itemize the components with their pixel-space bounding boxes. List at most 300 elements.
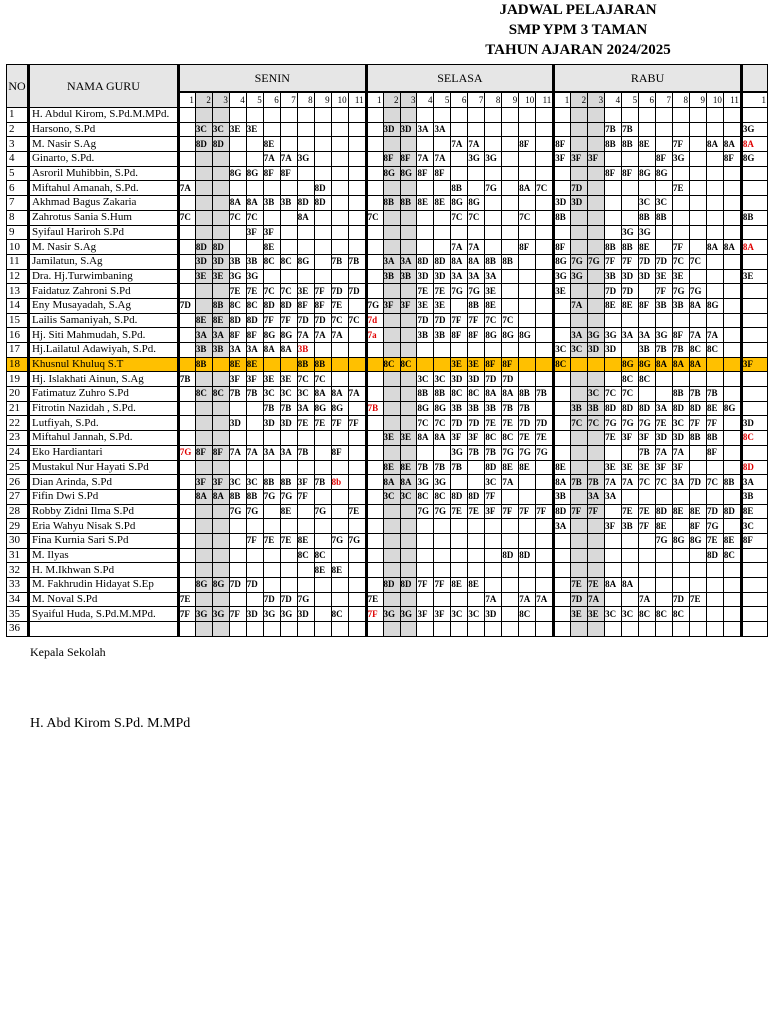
schedule-cell-selasa xyxy=(519,254,536,269)
schedule-cell-senin: 8B xyxy=(195,357,212,372)
schedule-cell-senin: 3E xyxy=(212,269,229,284)
schedule-cell-senin: 7D xyxy=(314,313,331,328)
schedule-cell-senin xyxy=(178,489,195,504)
schedule-cell-selasa xyxy=(434,445,451,460)
schedule-cell-senin xyxy=(297,166,314,181)
schedule-cell-senin: 8D xyxy=(229,313,246,328)
schedule-cell-senin: 7A xyxy=(246,445,263,460)
schedule-cell-selasa: 3C xyxy=(383,489,400,504)
row-number: 13 xyxy=(7,284,29,299)
schedule-cell-selasa xyxy=(383,548,400,563)
schedule-cell-rabu: 3E xyxy=(622,460,639,475)
schedule-cell-next xyxy=(741,108,767,123)
schedule-cell-senin xyxy=(331,548,348,563)
schedule-cell-senin: 8D xyxy=(246,313,263,328)
schedule-cell-selasa: 8G xyxy=(417,401,434,416)
schedule-cell-senin: 3D xyxy=(263,416,280,431)
schedule-cell-senin xyxy=(331,372,348,387)
schedule-cell-senin: 8E xyxy=(263,137,280,152)
schedule-cell-senin xyxy=(178,166,195,181)
schedule-cell-rabu xyxy=(689,122,706,137)
schedule-cell-senin: 7B xyxy=(297,445,314,460)
schedule-cell-selasa xyxy=(400,313,417,328)
schedule-cell-rabu: 8F xyxy=(656,152,673,167)
schedule-cell-rabu xyxy=(588,372,605,387)
schedule-cell-selasa xyxy=(366,240,383,255)
row-number: 34 xyxy=(7,592,29,607)
schedule-cell-next: 8E xyxy=(741,504,767,519)
period-header-senin-6: 6 xyxy=(263,92,280,108)
schedule-cell-rabu: 7D xyxy=(673,592,690,607)
schedule-cell-next: 3F xyxy=(741,357,767,372)
schedule-cell-selasa: 8F xyxy=(451,328,468,343)
schedule-cell-selasa: 3D xyxy=(451,372,468,387)
schedule-cell-next xyxy=(741,298,767,313)
schedule-cell-selasa xyxy=(502,269,519,284)
schedule-cell-senin: 8G xyxy=(280,328,297,343)
schedule-cell-senin xyxy=(280,137,297,152)
schedule-cell-selasa xyxy=(417,137,434,152)
schedule-cell-senin xyxy=(212,548,229,563)
schedule-cell-rabu xyxy=(554,166,571,181)
schedule-cell-senin xyxy=(314,137,331,152)
schedule-cell-rabu xyxy=(571,166,588,181)
schedule-cell-rabu xyxy=(689,563,706,578)
schedule-cell-selasa: 3C xyxy=(468,607,485,622)
schedule-cell-senin xyxy=(195,166,212,181)
schedule-cell-next xyxy=(741,196,767,211)
schedule-cell-senin xyxy=(195,519,212,534)
schedule-cell-senin: 3A xyxy=(212,328,229,343)
schedule-cell-rabu: 3D xyxy=(673,431,690,446)
row-number: 35 xyxy=(7,607,29,622)
schedule-cell-senin: 7F xyxy=(314,284,331,299)
schedule-cell-selasa: 8G xyxy=(383,166,400,181)
schedule-cell-selasa: 7D xyxy=(417,313,434,328)
schedule-cell-senin: 8F xyxy=(314,298,331,313)
schedule-cell-senin: 8F xyxy=(280,166,297,181)
schedule-cell-rabu xyxy=(605,372,622,387)
schedule-cell-senin: 3B xyxy=(246,254,263,269)
schedule-cell-senin: 7B xyxy=(246,387,263,402)
schedule-cell-rabu: 7E xyxy=(706,533,723,548)
schedule-cell-senin xyxy=(348,181,366,196)
period-header-senin-7: 7 xyxy=(280,92,297,108)
schedule-cell-senin: 7F xyxy=(280,313,297,328)
schedule-cell-selasa: 8F xyxy=(417,166,434,181)
schedule-cell-senin xyxy=(178,533,195,548)
schedule-cell-senin xyxy=(348,563,366,578)
schedule-cell-selasa xyxy=(536,328,554,343)
schedule-cell-rabu: 8E xyxy=(639,137,656,152)
schedule-cell-senin xyxy=(178,578,195,593)
schedule-cell-senin: 3C xyxy=(280,387,297,402)
schedule-cell-senin: 7F xyxy=(246,533,263,548)
teacher-name: Hj. Islakhati Ainun, S.Ag xyxy=(28,372,178,387)
schedule-cell-selasa: 8E xyxy=(434,196,451,211)
footer-signatory: H. Abd Kirom S.Pd. M.MPd xyxy=(30,716,191,731)
schedule-cell-selasa xyxy=(485,533,502,548)
schedule-cell-rabu: 8F xyxy=(554,240,571,255)
schedule-cell-rabu: 8F xyxy=(605,166,622,181)
schedule-cell-senin xyxy=(212,460,229,475)
schedule-cell-next: 8F xyxy=(741,533,767,548)
schedule-cell-rabu: 7C xyxy=(605,387,622,402)
schedule-cell-selasa xyxy=(536,578,554,593)
schedule-cell-senin xyxy=(178,269,195,284)
schedule-cell-selasa xyxy=(502,240,519,255)
schedule-cell-rabu: 3A xyxy=(554,519,571,534)
schedule-cell-rabu xyxy=(554,225,571,240)
schedule-cell-senin: 7E xyxy=(331,298,348,313)
schedule-cell-selasa: 8F xyxy=(519,240,536,255)
schedule-cell-senin xyxy=(178,137,195,152)
schedule-cell-selasa: 7G xyxy=(417,504,434,519)
schedule-cell-senin xyxy=(280,240,297,255)
schedule-cell-rabu: 3F xyxy=(554,152,571,167)
schedule-cell-selasa: 7A xyxy=(468,240,485,255)
schedule-cell-selasa xyxy=(417,519,434,534)
schedule-cell-rabu xyxy=(605,548,622,563)
schedule-cell-rabu: 8E xyxy=(605,298,622,313)
schedule-cell-senin xyxy=(263,622,280,637)
schedule-cell-rabu xyxy=(571,313,588,328)
schedule-cell-selasa: 3G xyxy=(485,152,502,167)
schedule-cell-selasa xyxy=(536,122,554,137)
schedule-cell-rabu: 3C xyxy=(656,196,673,211)
schedule-cell-selasa xyxy=(417,563,434,578)
schedule-cell-selasa xyxy=(400,622,417,637)
schedule-cell-selasa xyxy=(519,357,536,372)
schedule-cell-senin xyxy=(331,460,348,475)
schedule-cell-selasa: 3E xyxy=(468,357,485,372)
schedule-cell-next xyxy=(741,401,767,416)
schedule-cell-rabu: 3F xyxy=(639,431,656,446)
schedule-cell-rabu xyxy=(588,137,605,152)
schedule-cell-senin: 8D xyxy=(297,196,314,211)
schedule-cell-senin: 8D xyxy=(314,196,331,211)
row-number: 10 xyxy=(7,240,29,255)
schedule-cell-selasa xyxy=(434,210,451,225)
schedule-cell-senin: 8C xyxy=(331,607,348,622)
schedule-cell-rabu xyxy=(571,240,588,255)
schedule-cell-senin: 8D xyxy=(314,181,331,196)
schedule-cell-selasa xyxy=(536,460,554,475)
schedule-cell-senin xyxy=(263,181,280,196)
schedule-cell-senin xyxy=(195,533,212,548)
schedule-cell-selasa: 7B xyxy=(417,460,434,475)
schedule-cell-rabu xyxy=(571,108,588,123)
schedule-cell-senin xyxy=(314,122,331,137)
schedule-cell-selasa: 7E xyxy=(434,284,451,299)
teacher-row xyxy=(7,181,768,196)
teacher-name: Dian Arinda, S.Pd xyxy=(28,475,178,490)
schedule-cell-selasa: 7D xyxy=(519,416,536,431)
schedule-cell-selasa: 7B xyxy=(519,401,536,416)
row-number: 9 xyxy=(7,225,29,240)
schedule-cell-senin xyxy=(314,343,331,358)
schedule-cell-rabu: 7C xyxy=(706,475,723,490)
schedule-cell-selasa xyxy=(400,328,417,343)
schedule-cell-senin xyxy=(297,122,314,137)
schedule-cell-selasa xyxy=(434,519,451,534)
period-header-rabu-5: 5 xyxy=(622,92,639,108)
teacher-name: Khusnul Khuluq S.T xyxy=(28,357,178,372)
teacher-name: Eko Hardiantari xyxy=(28,445,178,460)
schedule-cell-selasa xyxy=(383,328,400,343)
schedule-cell-senin xyxy=(246,519,263,534)
schedule-cell-senin xyxy=(212,563,229,578)
row-number: 31 xyxy=(7,548,29,563)
schedule-cell-rabu xyxy=(673,225,690,240)
schedule-cell-senin xyxy=(212,181,229,196)
schedule-cell-selasa: 3A xyxy=(400,254,417,269)
schedule-cell-senin xyxy=(331,166,348,181)
schedule-cell-rabu xyxy=(588,519,605,534)
schedule-cell-next xyxy=(741,607,767,622)
schedule-cell-senin xyxy=(348,489,366,504)
schedule-cell-selasa xyxy=(366,533,383,548)
schedule-cell-rabu xyxy=(689,152,706,167)
schedule-cell-senin xyxy=(314,607,331,622)
schedule-cell-senin: 7C xyxy=(246,210,263,225)
schedule-cell-rabu xyxy=(723,254,741,269)
schedule-cell-senin xyxy=(212,622,229,637)
schedule-cell-rabu xyxy=(723,313,741,328)
schedule-cell-next xyxy=(741,166,767,181)
schedule-cell-selasa xyxy=(485,240,502,255)
schedule-cell-senin xyxy=(212,108,229,123)
schedule-cell-senin xyxy=(314,108,331,123)
schedule-cell-selasa: 8D xyxy=(485,460,502,475)
schedule-cell-next xyxy=(741,343,767,358)
schedule-cell-rabu: 8G xyxy=(639,357,656,372)
schedule-cell-selasa xyxy=(536,489,554,504)
teacher-row xyxy=(7,401,768,416)
schedule-cell-selasa xyxy=(451,592,468,607)
schedule-cell-selasa: 7E xyxy=(485,416,502,431)
schedule-cell-rabu xyxy=(588,533,605,548)
schedule-cell-selasa: 8C xyxy=(468,387,485,402)
schedule-cell-rabu: 8C xyxy=(639,607,656,622)
schedule-cell-senin xyxy=(348,607,366,622)
schedule-cell-senin: 8G xyxy=(331,401,348,416)
schedule-cell-senin: 7A xyxy=(314,328,331,343)
schedule-cell-senin xyxy=(246,152,263,167)
schedule-cell-senin xyxy=(178,328,195,343)
schedule-cell-selasa: 3C xyxy=(434,372,451,387)
schedule-cell-selasa xyxy=(417,357,434,372)
schedule-cell-selasa xyxy=(417,548,434,563)
teacher-row xyxy=(7,592,768,607)
schedule-cell-selasa: 3G xyxy=(451,445,468,460)
schedule-cell-rabu: 8G xyxy=(656,166,673,181)
schedule-cell-selasa: 7A xyxy=(485,592,502,607)
schedule-cell-rabu: 3G xyxy=(605,328,622,343)
teacher-row xyxy=(7,475,768,490)
schedule-cell-senin xyxy=(212,284,229,299)
schedule-cell-selasa xyxy=(451,622,468,637)
schedule-cell-senin xyxy=(280,548,297,563)
schedule-cell-next: 8G xyxy=(741,152,767,167)
teacher-name: Fina Kurnia Sari S.Pd xyxy=(28,533,178,548)
schedule-cell-selasa: 8C xyxy=(400,357,417,372)
schedule-cell-selasa xyxy=(451,548,468,563)
schedule-cell-selasa xyxy=(519,578,536,593)
schedule-cell-rabu: 7G xyxy=(639,416,656,431)
schedule-cell-senin xyxy=(229,622,246,637)
schedule-cell-rabu xyxy=(706,284,723,299)
schedule-cell-senin xyxy=(195,622,212,637)
schedule-cell-selasa xyxy=(502,166,519,181)
schedule-cell-selasa: 7C xyxy=(434,416,451,431)
schedule-cell-senin: 7E xyxy=(178,592,195,607)
schedule-table xyxy=(6,64,768,637)
schedule-cell-senin xyxy=(331,357,348,372)
schedule-cell-senin: 7D xyxy=(246,578,263,593)
teacher-row xyxy=(7,210,768,225)
schedule-cell-senin xyxy=(212,225,229,240)
teacher-row xyxy=(7,416,768,431)
schedule-cell-selasa: 8G xyxy=(468,196,485,211)
schedule-cell-senin: 3G xyxy=(297,152,314,167)
schedule-cell-senin xyxy=(229,563,246,578)
schedule-cell-selasa xyxy=(536,210,554,225)
schedule-cell-rabu xyxy=(605,108,622,123)
schedule-cell-rabu xyxy=(723,519,741,534)
period-header-senin-2: 2 xyxy=(195,92,212,108)
schedule-cell-senin xyxy=(314,578,331,593)
schedule-cell-rabu: 7F xyxy=(605,254,622,269)
teacher-name: Syifaul Hariroh S.Pd xyxy=(28,225,178,240)
schedule-cell-rabu: 7E xyxy=(673,181,690,196)
schedule-cell-rabu xyxy=(723,298,741,313)
teacher-row xyxy=(7,489,768,504)
schedule-cell-senin xyxy=(280,122,297,137)
schedule-cell-selasa xyxy=(383,372,400,387)
schedule-cell-rabu: 7C xyxy=(689,254,706,269)
schedule-cell-senin: 3G xyxy=(212,607,229,622)
schedule-cell-rabu: 7F xyxy=(639,519,656,534)
schedule-cell-rabu xyxy=(689,445,706,460)
row-number: 18 xyxy=(7,357,29,372)
schedule-cell-senin xyxy=(195,592,212,607)
schedule-cell-selasa: 8G xyxy=(451,196,468,211)
row-number: 1 xyxy=(7,108,29,123)
schedule-cell-senin: 3D xyxy=(246,607,263,622)
schedule-cell-rabu xyxy=(554,592,571,607)
schedule-cell-rabu xyxy=(571,548,588,563)
period-header-senin-11: 11 xyxy=(348,92,366,108)
row-number: 25 xyxy=(7,460,29,475)
schedule-cell-selasa: 7A xyxy=(451,137,468,152)
schedule-cell-selasa: 7F xyxy=(485,489,502,504)
schedule-cell-selasa: 8B xyxy=(485,254,502,269)
schedule-cell-selasa: 3B xyxy=(417,328,434,343)
schedule-cell-senin: 7F xyxy=(178,607,195,622)
schedule-cell-rabu: 8G xyxy=(673,533,690,548)
schedule-cell-selasa xyxy=(400,343,417,358)
schedule-cell-rabu xyxy=(605,622,622,637)
schedule-cell-selasa: 8E xyxy=(400,460,417,475)
schedule-cell-selasa: 7A xyxy=(451,240,468,255)
schedule-cell-selasa xyxy=(502,137,519,152)
schedule-cell-rabu: 3B xyxy=(656,298,673,313)
teacher-name: Zahrotus Sania S.Hum xyxy=(28,210,178,225)
schedule-cell-next xyxy=(741,372,767,387)
schedule-cell-next xyxy=(741,578,767,593)
schedule-cell-selasa xyxy=(366,416,383,431)
schedule-cell-selasa xyxy=(519,475,536,490)
schedule-cell-rabu xyxy=(588,313,605,328)
schedule-cell-rabu: 7G xyxy=(706,519,723,534)
schedule-cell-senin: 8D xyxy=(212,137,229,152)
schedule-cell-rabu xyxy=(639,533,656,548)
schedule-cell-selasa xyxy=(536,622,554,637)
schedule-cell-selasa xyxy=(502,298,519,313)
schedule-cell-rabu: 8E xyxy=(656,519,673,534)
schedule-cell-senin xyxy=(229,548,246,563)
schedule-cell-rabu: 8E xyxy=(622,298,639,313)
schedule-cell-senin xyxy=(348,519,366,534)
schedule-cell-rabu xyxy=(706,166,723,181)
schedule-cell-rabu xyxy=(656,181,673,196)
schedule-cell-senin xyxy=(263,357,280,372)
schedule-cell-selasa: 8G xyxy=(434,401,451,416)
schedule-cell-selasa xyxy=(400,181,417,196)
schedule-cell-senin xyxy=(263,504,280,519)
teacher-row xyxy=(7,343,768,358)
schedule-cell-senin xyxy=(348,166,366,181)
schedule-cell-rabu xyxy=(622,563,639,578)
schedule-cell-rabu xyxy=(554,533,571,548)
schedule-cell-senin: 7B xyxy=(348,254,366,269)
teacher-row xyxy=(7,298,768,313)
schedule-cell-senin xyxy=(229,225,246,240)
schedule-cell-senin xyxy=(212,401,229,416)
schedule-cell-senin: 7G xyxy=(331,533,348,548)
schedule-cell-selasa xyxy=(417,445,434,460)
schedule-cell-rabu: 8B xyxy=(673,387,690,402)
schedule-cell-rabu: 7D xyxy=(571,592,588,607)
period-header-rabu-10: 10 xyxy=(706,92,723,108)
schedule-cell-senin: 3F xyxy=(246,225,263,240)
schedule-cell-rabu: 3B xyxy=(673,298,690,313)
schedule-cell-selasa xyxy=(502,607,519,622)
schedule-cell-rabu xyxy=(588,122,605,137)
teacher-name: H. Abdul Kirom, S.Pd.M.MPd. xyxy=(28,108,178,123)
schedule-cell-senin xyxy=(331,489,348,504)
schedule-cell-selasa xyxy=(366,269,383,284)
schedule-cell-rabu: 3A xyxy=(656,401,673,416)
schedule-cell-rabu xyxy=(622,445,639,460)
schedule-cell-selasa: 3A xyxy=(434,122,451,137)
schedule-cell-senin xyxy=(178,401,195,416)
teacher-name: M. Nasir S.Ag xyxy=(28,137,178,152)
schedule-cell-senin xyxy=(314,166,331,181)
column-header-name: NAMA GURU xyxy=(28,65,178,108)
teacher-name: Dra. Hj.Turwimbaning xyxy=(28,269,178,284)
schedule-cell-rabu: 8G xyxy=(554,254,571,269)
schedule-cell-selasa: 8F xyxy=(400,152,417,167)
schedule-cell-rabu xyxy=(554,607,571,622)
schedule-cell-senin: 8A xyxy=(246,196,263,211)
schedule-cell-rabu xyxy=(689,210,706,225)
row-number: 16 xyxy=(7,328,29,343)
schedule-cell-senin: 8D xyxy=(263,298,280,313)
schedule-cell-selasa: 3E xyxy=(383,431,400,446)
schedule-cell-senin: 3A xyxy=(229,343,246,358)
